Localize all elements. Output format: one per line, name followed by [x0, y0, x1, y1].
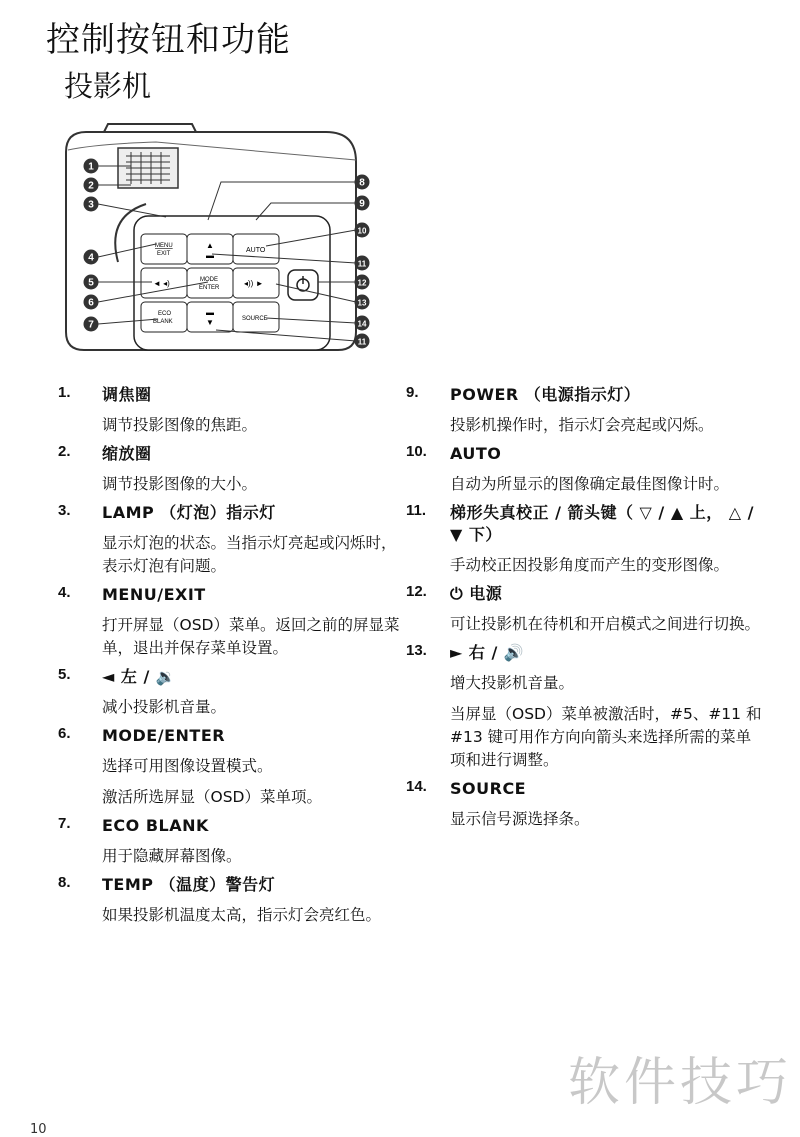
list-item: 4. MENU/EXIT 打开屏显（OSD）菜单。返回之前的屏显菜单，退出并保存菜单设置。: [58, 584, 400, 657]
list-item: 10. AUTO 自动为所显示的图像确定最佳图像计时。: [406, 443, 730, 493]
svg-text:ECO: ECO: [158, 311, 172, 317]
callout-8: [355, 175, 370, 190]
list-item: 6. MODE/ENTER 选择可用图像设置模式。 激活所选屏显（OSD）菜单项。: [58, 725, 322, 806]
svg-text:2: 2: [88, 180, 94, 192]
svg-text:▬: ▬: [206, 251, 214, 260]
callout-10: [355, 223, 370, 238]
svg-text:ENTER: ENTER: [199, 285, 220, 291]
projector-top: [104, 124, 196, 132]
svg-text:▲: ▲: [206, 241, 214, 250]
projector-control-panel-diagram: [56, 122, 386, 360]
svg-text:MODE: MODE: [200, 277, 218, 283]
mode-enter-button: [187, 268, 233, 298]
page-number: 10: [30, 1122, 47, 1137]
svg-text:11: 11: [357, 259, 367, 269]
svg-text:12: 12: [357, 278, 367, 288]
svg-text:10: 10: [357, 226, 367, 236]
callout-5: [84, 275, 99, 290]
list-item: 11. 梯形失真校正 / 箭头键（ ▽ / ▲ 上， △ / ▼ 下） 手动校正因投影角度而产生的变形图像。: [406, 502, 755, 574]
svg-text:13: 13: [357, 298, 367, 308]
eco-blank-button: [141, 302, 187, 332]
items-right-column: [406, 384, 766, 837]
svg-text:SOURCE: SOURCE: [242, 316, 268, 322]
list-item: 7. ECO BLANK 用于隐藏屏幕图像。: [58, 815, 242, 865]
callout-14: [355, 316, 370, 331]
svg-text:▼: ▼: [206, 318, 214, 327]
svg-text:▬: ▬: [206, 308, 214, 317]
callout-12: [355, 275, 370, 290]
svg-text:5: 5: [88, 277, 94, 289]
svg-text:AUTO: AUTO: [246, 247, 266, 254]
svg-text:7: 7: [88, 319, 94, 331]
menu-exit-button: [141, 234, 187, 264]
svg-text:11: 11: [357, 337, 367, 347]
list-item: 5. ◄ 左 / 🔉 减小投影机音量。: [58, 666, 227, 716]
watermark: 软件技巧: [568, 1053, 793, 1113]
section-title: 投影机: [64, 69, 152, 103]
svg-text:1: 1: [88, 161, 94, 173]
callout-13: [355, 295, 370, 310]
list-item: 9. POWER （电源指示灯） 投影机操作时，指示灯会亮起或闪烁。: [406, 384, 714, 434]
svg-text:◂)) ►: ◂)) ►: [244, 279, 264, 288]
callout-11: [355, 334, 370, 349]
svg-text:8: 8: [359, 177, 365, 189]
svg-text:14: 14: [357, 319, 367, 329]
items-left-column: [58, 384, 404, 933]
list-item: 1. 调焦圈 调节投影图像的焦距。: [58, 384, 258, 434]
svg-text:◄ ◂): ◄ ◂): [153, 279, 170, 288]
svg-text:EXIT: EXIT: [157, 251, 171, 257]
list-item: 13. ► 右 / 🔊 增大投影机音量。 当屏显（OSD）菜单被激活时，#5、#11 和 #13 键可用作方向向箭头来选择所需的菜单项和进行调整。: [406, 642, 762, 769]
list-item: 14. SOURCE 显示信号源选择条。: [406, 778, 590, 828]
callout-3: [84, 197, 99, 212]
callout-6: [84, 295, 99, 310]
list-item: 3. LAMP （灯泡）指示灯 显示灯泡的状态。当指示灯亮起或闪烁时，表示灯泡有问题。: [58, 502, 397, 575]
svg-text:3: 3: [88, 199, 94, 211]
list-item: 8. TEMP （温度）警告灯 如果投影机温度太高，指示灯会亮红色。: [58, 874, 382, 924]
page-title: 控制按钮和功能: [46, 20, 291, 60]
svg-text:BLANK: BLANK: [153, 319, 173, 325]
keystone-down-button: [187, 302, 233, 332]
callout-1: [84, 159, 99, 174]
callout-7: [84, 317, 99, 332]
power-button: [288, 270, 318, 300]
svg-text:9: 9: [359, 198, 365, 210]
svg-text:6: 6: [88, 297, 94, 309]
list-item: 12. ⏻ 电源 可让投影机在待机和开启模式之间进行切换。: [406, 583, 761, 633]
callout-4: [84, 250, 99, 265]
callout-9: [355, 196, 370, 211]
svg-text:MENU: MENU: [155, 243, 173, 249]
callout-2: [84, 178, 99, 193]
svg-text:4: 4: [88, 252, 94, 264]
callout-11: [355, 256, 370, 271]
list-item: 2. 缩放圈 调节投影图像的大小。: [58, 443, 258, 493]
